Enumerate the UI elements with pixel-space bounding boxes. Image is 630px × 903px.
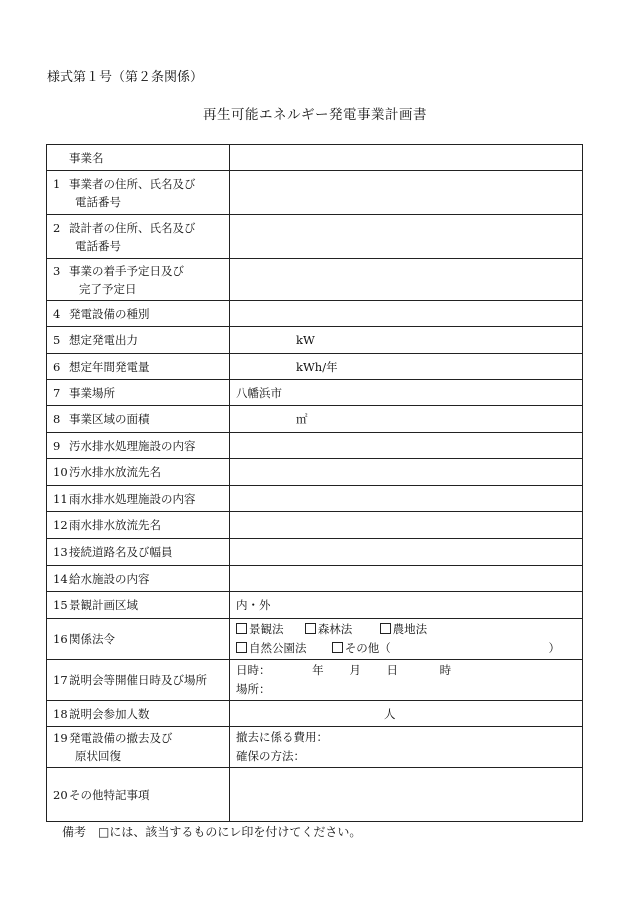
row-rainwater-outlet: 12雨水排水放流先名 bbox=[47, 512, 583, 539]
field-landscape-zone[interactable] bbox=[230, 592, 583, 619]
label-removal-cost: 撤去に係る費用： bbox=[236, 730, 328, 744]
field-briefing-session[interactable]: 日時： 年 月 日 時 場所： bbox=[230, 660, 583, 701]
row-location: 7 事業場所 八幡浜市 bbox=[47, 380, 583, 406]
field-output[interactable] bbox=[230, 327, 583, 354]
row-related-laws: 16関係法令 景観法 森林法 農地法 自然公園法 その他（ ） bbox=[47, 619, 583, 660]
label-removal-line1: 発電設備の撤去及び bbox=[69, 731, 173, 745]
value-location: 八幡浜市 bbox=[236, 385, 282, 400]
field-sewage-outlet[interactable] bbox=[230, 459, 583, 486]
field-equipment-type[interactable] bbox=[230, 301, 583, 327]
row-water-supply: 14給水施設の内容 bbox=[47, 566, 583, 592]
row-area: 8 事業区域の面積 ㎡ bbox=[47, 406, 583, 433]
field-sewage-facility[interactable] bbox=[230, 433, 583, 459]
label-related-laws: 関係法令 bbox=[69, 632, 115, 646]
form-number: 様式第１号（第２条関係） bbox=[47, 70, 204, 85]
checkbox-forest-law[interactable] bbox=[305, 623, 316, 634]
field-water-supply[interactable] bbox=[230, 566, 583, 592]
document-title: 再生可能エネルギー発電事業計画書 bbox=[203, 107, 427, 123]
row-landscape-zone: 15景観計画区域 内・外 bbox=[47, 592, 583, 619]
label-schedule-line1: 事業の着手予定日及び bbox=[69, 263, 184, 278]
field-designer[interactable] bbox=[230, 215, 583, 259]
row-operator: 1 事業者の住所、氏名及び 電話番号 bbox=[47, 171, 583, 215]
label-place: 場所： bbox=[236, 682, 271, 696]
field-business-name[interactable] bbox=[230, 145, 583, 171]
label-landscape-zone: 景観計画区域 bbox=[69, 598, 138, 612]
row-sewage-facility: 9 汚水排水処理施設の内容 bbox=[47, 433, 583, 459]
row-schedule: 3 事業の着手予定日及び 完了予定日 bbox=[47, 259, 583, 301]
label-designer-line2: 電話番号 bbox=[75, 238, 121, 253]
row-equipment-type: 4 発電設備の種別 bbox=[47, 301, 583, 327]
checkbox-natural-park-law[interactable] bbox=[236, 642, 247, 653]
label-briefing-session: 説明会等開催日時及び場所 bbox=[69, 673, 207, 687]
label-business-name: 事業名 bbox=[69, 150, 104, 165]
field-special-notes[interactable] bbox=[230, 768, 583, 822]
row-removal-restoration: 19発電設備の撤去及び 原状回復 撤去に係る費用： 確保の方法： bbox=[47, 727, 583, 768]
unit-square-meter: ㎡ bbox=[296, 412, 308, 426]
unit-people: 人 bbox=[384, 706, 396, 721]
row-business-name bbox=[47, 145, 583, 171]
other-close-paren: ） bbox=[548, 641, 560, 655]
label-rainwater-facility: 雨水排水処理施設の内容 bbox=[69, 491, 196, 506]
label-water-supply: 給水施設の内容 bbox=[69, 571, 150, 586]
label-schedule-line2: 完了予定日 bbox=[79, 281, 137, 296]
field-access-road[interactable] bbox=[230, 539, 583, 566]
field-operator[interactable] bbox=[230, 171, 583, 215]
label-annual-generation: 想定年間発電量 bbox=[69, 359, 150, 374]
field-removal-restoration[interactable] bbox=[230, 727, 583, 768]
row-briefing-session: 17説明会等開催日時及び場所 日時： 年 月 日 時 場所： bbox=[47, 660, 583, 701]
field-rainwater-facility[interactable] bbox=[230, 486, 583, 512]
field-attendees[interactable] bbox=[230, 701, 583, 727]
label-area: 事業区域の面積 bbox=[69, 412, 150, 426]
row-attendees: 18説明会参加人数 人 bbox=[47, 701, 583, 727]
field-location[interactable] bbox=[230, 380, 583, 406]
field-related-laws: 景観法 森林法 農地法 自然公園法 その他（ ） bbox=[230, 619, 583, 660]
checkbox-landscape-law[interactable] bbox=[236, 623, 247, 634]
field-area[interactable] bbox=[230, 406, 583, 433]
plan-form-table bbox=[46, 144, 583, 822]
row-special-notes: 20その他特記事項 bbox=[47, 768, 583, 822]
field-annual-generation[interactable] bbox=[230, 354, 583, 380]
label-removal-line2: 原状回復 bbox=[75, 749, 121, 763]
field-schedule[interactable] bbox=[230, 259, 583, 301]
label-equipment-type: 発電設備の種別 bbox=[69, 306, 150, 321]
label-rainwater-outlet: 雨水排水放流先名 bbox=[69, 518, 161, 532]
row-output: 5 想定発電出力 kW bbox=[47, 327, 583, 354]
label-designer-line1: 設計者の住所、氏名及び bbox=[69, 220, 196, 235]
label-attendees: 説明会参加人数 bbox=[69, 706, 150, 721]
footnote: 備考 □には、該当するものにレ印を付けてください。 bbox=[62, 825, 362, 839]
checkbox-farmland-law[interactable] bbox=[380, 623, 391, 634]
row-sewage-outlet: 10汚水排水放流先名 bbox=[47, 459, 583, 486]
label-access-road: 接続道路名及び幅員 bbox=[69, 545, 173, 559]
checkbox-other[interactable] bbox=[332, 642, 343, 653]
unit-kw: kW bbox=[296, 333, 315, 347]
label-output: 想定発電出力 bbox=[69, 333, 138, 347]
label-sewage-facility: 汚水排水処理施設の内容 bbox=[69, 438, 196, 453]
label-location: 事業場所 bbox=[69, 385, 115, 400]
row-designer: 2 設計者の住所、氏名及び 電話番号 bbox=[47, 215, 583, 259]
field-rainwater-outlet[interactable] bbox=[230, 512, 583, 539]
label-sewage-outlet: 汚水排水放流先名 bbox=[69, 465, 161, 479]
row-rainwater-facility: 11雨水排水処理施設の内容 bbox=[47, 486, 583, 512]
label-funding-method: 確保の方法： bbox=[236, 749, 305, 763]
row-access-road: 13接続道路名及び幅員 bbox=[47, 539, 583, 566]
label-operator-line1: 事業者の住所、氏名及び bbox=[69, 176, 196, 191]
value-inside-outside: 内・外 bbox=[236, 598, 271, 612]
row-annual-generation: 6 想定年間発電量 kWh/年 bbox=[47, 354, 583, 380]
label-special-notes: その他特記事項 bbox=[69, 787, 150, 802]
unit-kwh-year: kWh/年 bbox=[296, 359, 338, 374]
label-operator-line2: 電話番号 bbox=[75, 194, 121, 209]
